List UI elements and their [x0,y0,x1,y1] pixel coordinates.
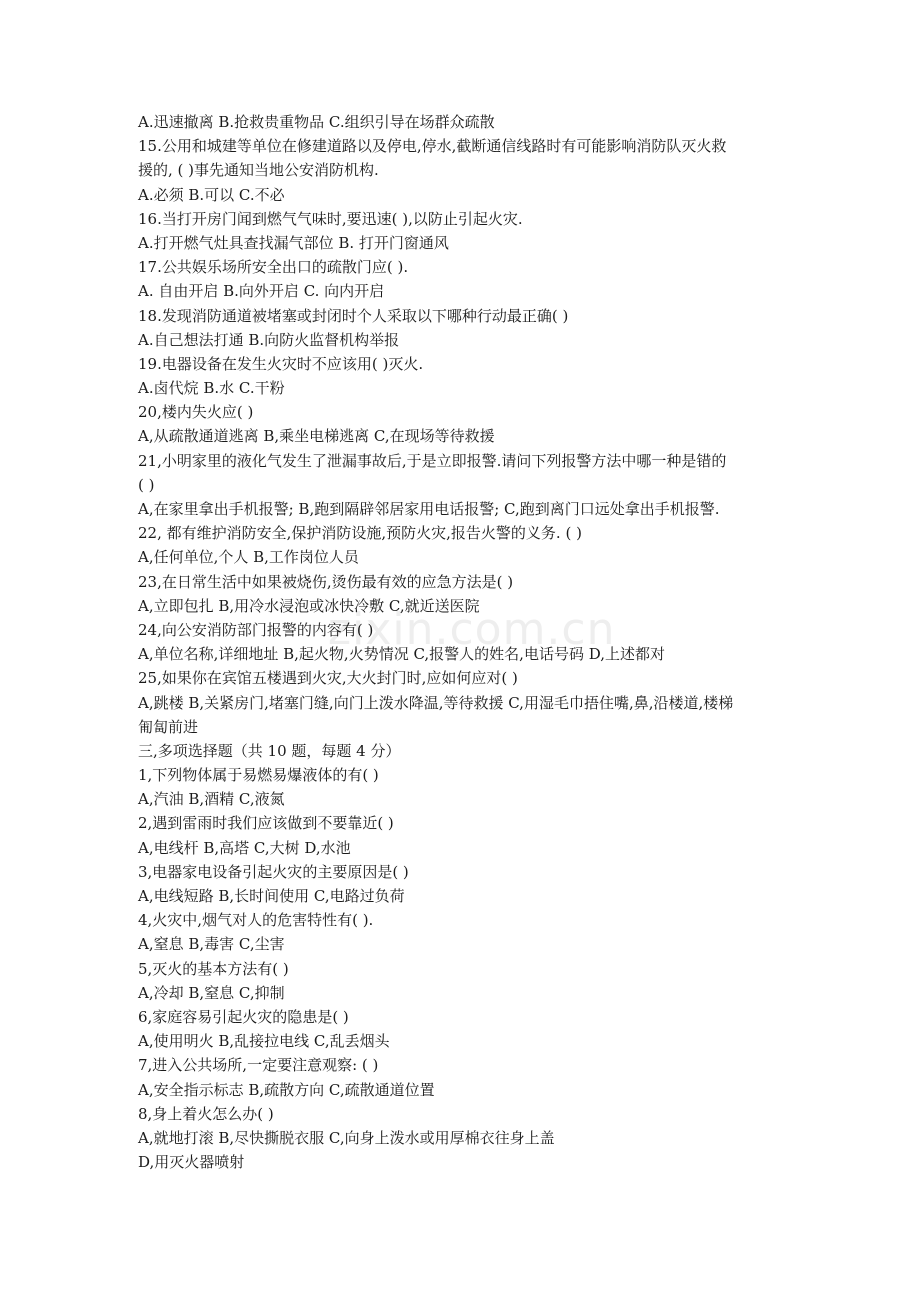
section-heading: 三,多项选择题（共 10 题，每题 4 分） [138,741,401,760]
multi-question-5-options: A,冷却 B,窒息 C,抑制 [138,983,285,1002]
document-page [138,110,788,1174]
question-19: 19.电器设备在发生火灾时不应该用( )灭火. [138,354,424,373]
multi-question-7-options: A,安全指示标志 B,疏散方向 C,疏散通道位置 [138,1080,435,1099]
question-20: 20,楼内失火应( ) [138,403,254,422]
question-15-line-1: 15.公用和城建等单位在修建道路以及停电,停水,截断通信线路时有可能影响消防队灭火救 [138,137,727,156]
question-24-options: A,单位名称,详细地址 B,起火物,火势情况 C,报警人的姓名,电话号码 D,上述都对 [138,645,665,664]
multi-question-8: 8,身上着火怎么办( ) [138,1104,274,1123]
question-15-line-2: 援的, ( )事先通知当地公安消防机构. [138,161,379,180]
multi-question-4-options: A,窒息 B,毒害 C,尘害 [138,935,285,954]
question-16-options: A.打开燃气灶具查找漏气部位 B. 打开门窗通风 [138,233,449,252]
question-23: 23,在日常生活中如果被烧伤,烫伤最有效的应急方法是( ) [138,572,514,591]
multi-question-8-options-line-2: D,用灭火器喷射 [138,1153,245,1172]
question-17: 17.公共娱乐场所安全出口的疏散门应( ). [138,258,409,277]
question-24: 24,向公安消防部门报警的内容有( ) [138,620,374,639]
question-19-options: A.卤代烷 B.水 C.干粉 [138,379,285,398]
question-25-options-line-1: A,跳楼 B,关紧房门,堵塞门缝,向门上泼水降温,等待救援 C,用湿毛巾捂住嘴,鼻,沿楼道,楼梯 [138,693,734,712]
question-22: 22, 都有维护消防安全,保护消防设施,预防火灾,报告火警的义务. ( ) [138,524,582,543]
multi-question-4: 4,火灾中,烟气对人的危害特性有( ). [138,911,374,930]
question-15-options: A.必须 B.可以 C.不必 [138,185,285,204]
question-21-line-2: ( ) [138,475,155,494]
question-21-options: A,在家里拿出手机报警; B,跑到隔辟邻居家用电话报警; C,跑到离门口远处拿出手机报警. [138,500,720,518]
question-23-options: A,立即包扎 B,用冷水浸泡或冰快冷敷 C,就近送医院 [138,596,480,615]
multi-question-2: 2,遇到雷雨时我们应该做到不要靠近( ) [138,814,394,833]
question-25: 25,如果你在宾馆五楼遇到火灾,大火封门时,应如何应对( ) [138,669,518,688]
watermark: zixin.com.cn [328,604,616,655]
multi-question-5: 5,灭火的基本方法有( ) [138,959,289,978]
multi-question-3-options: A,电线短路 B,长时间使用 C,电路过负荷 [138,887,405,905]
question-25-options-line-2: 匍匐前进 [138,717,199,736]
multi-question-8-options-line-1: A,就地打滚 B,尽快撕脱衣服 C,向身上泼水或用厚棉衣往身上盖 [138,1128,555,1147]
question-20-options: A,从疏散通道逃离 B,乘坐电梯逃离 C,在现场等待救援 [138,427,495,446]
question-21-line-1: 21,小明家里的液化气发生了泄漏事故后,于是立即报警.请问下列报警方法中哪一种是错的 [138,451,727,470]
answer-options-line: A.迅速撤离 B.抢救贵重物品 C.组织引导在场群众疏散 [138,113,495,131]
multi-question-7: 7,进入公共场所,一定要注意观察: ( ) [138,1056,379,1075]
question-18: 18.发现消防通道被堵塞或封闭时个人采取以下哪种行动最正确( ) [138,306,569,325]
question-16: 16.当打开房门闻到燃气气味时,要迅速( ),以防止引起火灾. [138,209,523,228]
multi-question-3: 3,电器家电设备引起火灾的主要原因是( ) [138,862,409,881]
question-22-options: A,任何单位,个人 B,工作岗位人员 [138,548,359,567]
question-18-options: A.自己想法打通 B.向防火监督机构举报 [138,330,400,349]
multi-question-6: 6,家庭容易引起火灾的隐患是( ) [138,1007,349,1026]
multi-question-1-options: A,汽油 B,酒精 C,液氮 [138,790,285,809]
question-17-options: A. 自由开启 B.向外开启 C. 向内开启 [138,282,385,301]
multi-question-2-options: A,电线杆 B,高塔 C,大树 D,水池 [138,838,351,857]
multi-question-6-options: A,使用明火 B,乱接拉电线 C,乱丢烟头 [138,1032,390,1051]
multi-question-1: 1,下列物体属于易燃易爆液体的有( ) [138,766,379,785]
